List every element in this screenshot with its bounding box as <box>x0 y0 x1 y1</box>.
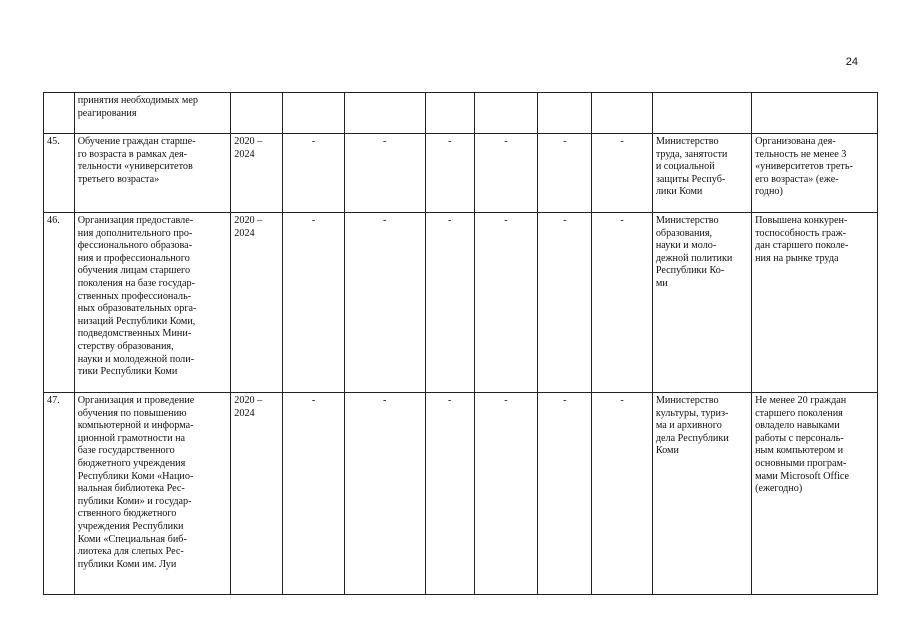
value-cell: - <box>538 134 592 213</box>
executor-cell <box>652 93 751 134</box>
value-cell <box>425 93 474 134</box>
period-cell: 2020 – 2024 <box>231 393 283 595</box>
value-cell <box>283 93 344 134</box>
table-row-continuation <box>44 93 878 134</box>
result-cell <box>752 93 878 134</box>
value-cell: - <box>538 393 592 595</box>
value-cell: - <box>283 393 344 595</box>
value-cell: - <box>592 213 652 393</box>
executor-cell: Министерство труда, занятости и социальной защиты Респуб- лики Коми <box>652 134 751 213</box>
measure-name-cell: Организация предоставле- ния дополнительного про- фессионального образова- ния и профессионального обучения лицам старшего поколения на базе государ- ственных профессиональ- ных образовательных орга- низаций Республики Коми, подведомственных Мини- стерству образования, науки и молодежной поли- тики Республики Коми <box>74 213 231 393</box>
executor-cell: Министерство культуры, туриз- ма и архивного дела Республики Коми <box>652 393 751 595</box>
table-row-46 <box>44 213 878 393</box>
value-cell <box>538 93 592 134</box>
value-cell: - <box>344 134 425 213</box>
value-cell: - <box>592 393 652 595</box>
result-cell: Организована дея- тельность не менее 3 «университетов треть- его возраста» (еже- годно) <box>752 134 878 213</box>
row-number-cell: 46. <box>44 213 75 393</box>
measure-name-cell: Организация и проведение обучения по повышению компьютерной и информа- ционной грамотности на базе государственного бюджетного учреждения Республики Коми «Нацио- нальная библиотека Рес- публики Коми» и государ- ственного бюджетного учреждения Республики Коми «Специальная биб- лиотека для слепых Рес- публики Коми им. Луи <box>74 393 231 595</box>
result-cell: Повышена конкурен- тоспособность граж- дан старшего поколе- ния на рынке труда <box>752 213 878 393</box>
measure-name-cell: принятия необходимых мер реагирования <box>74 93 231 134</box>
value-cell: - <box>344 393 425 595</box>
table-row-45 <box>44 134 878 213</box>
measures-table <box>43 92 878 595</box>
value-cell: - <box>425 213 474 393</box>
result-cell: Не менее 20 граждан старшего поколения овладело навыками работы с персональ- ным компьютером и основными програм- мами Microsoft Office (ежегодно) <box>752 393 878 595</box>
value-cell: - <box>425 393 474 595</box>
period-cell: 2020 – 2024 <box>231 213 283 393</box>
period-cell <box>231 93 283 134</box>
value-cell: - <box>474 134 537 213</box>
value-cell: - <box>474 393 537 595</box>
value-cell: - <box>283 213 344 393</box>
page-number: 24 <box>845 56 858 68</box>
value-cell: - <box>538 213 592 393</box>
value-cell <box>344 93 425 134</box>
row-number-cell <box>44 93 75 134</box>
row-number-cell: 45. <box>44 134 75 213</box>
row-number-cell: 47. <box>44 393 75 595</box>
executor-cell: Министерство образования, науки и моло- дежной политики Республики Ко- ми <box>652 213 751 393</box>
value-cell <box>474 93 537 134</box>
value-cell: - <box>283 134 344 213</box>
period-cell: 2020 – 2024 <box>231 134 283 213</box>
value-cell: - <box>592 134 652 213</box>
value-cell <box>592 93 652 134</box>
value-cell: - <box>425 134 474 213</box>
value-cell: - <box>344 213 425 393</box>
value-cell: - <box>474 213 537 393</box>
table-row-47 <box>44 393 878 595</box>
measure-name-cell: Обучение граждан старше- го возраста в рамках дея- тельности «университетов третьего возраста» <box>74 134 231 213</box>
